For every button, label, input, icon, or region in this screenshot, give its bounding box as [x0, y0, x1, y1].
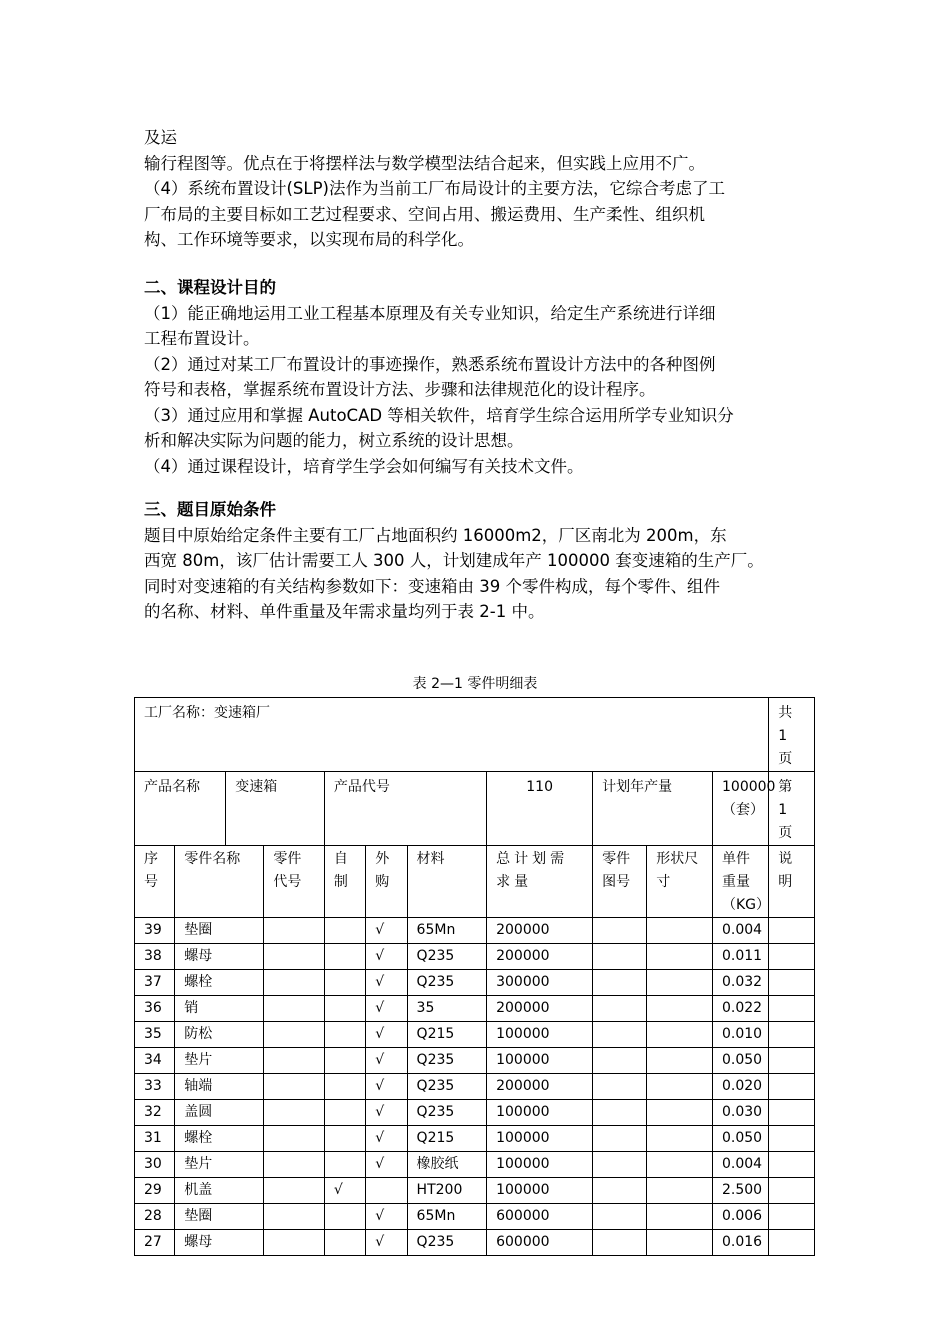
cell-total-demand: 600000 [487, 1230, 593, 1256]
cell-drawing-no [593, 970, 647, 996]
section-2 [144, 275, 824, 479]
cell-unit-weight: 0.050 [713, 1048, 769, 1074]
cell-unit-weight: 0.016 [713, 1230, 769, 1256]
cell-note [769, 1204, 815, 1230]
cell-shape-size [647, 1152, 713, 1178]
header-self-made: 自制 [324, 846, 365, 918]
cell-outsourced: √ [366, 944, 407, 970]
text-line: （2）通过对某工厂布置设计的事迹操作，熟悉系统布置设计方法中的各种图例 [144, 354, 716, 374]
cell-part-code [264, 1048, 324, 1074]
table-row [135, 1126, 815, 1152]
cell-material: Q215 [407, 1126, 487, 1152]
header-note: 说明 [769, 846, 815, 918]
cell-shape-size [647, 970, 713, 996]
cell-material: HT200 [407, 1178, 487, 1204]
cell-part-name: 销 [175, 996, 264, 1022]
header-outsourced: 外购 [366, 846, 407, 918]
cell-unit-weight: 0.011 [713, 944, 769, 970]
cell-part-name: 盖圆 [175, 1100, 264, 1126]
cell-material: Q235 [407, 970, 487, 996]
cell-outsourced: √ [366, 970, 407, 996]
section-3 [144, 497, 824, 625]
header-shape-size: 形状尺寸 [647, 846, 713, 918]
text-line: 同时对变速箱的有关结构参数如下：变速箱由 39 个零件构成，每个零件、组件 [144, 576, 720, 596]
cell-part-name: 螺栓 [175, 970, 264, 996]
cell-part-name: 螺栓 [175, 1126, 264, 1152]
cell-shape-size [647, 1074, 713, 1100]
cell-part-name: 螺母 [175, 944, 264, 970]
cell-seq: 30 [135, 1152, 175, 1178]
cell-part-code [264, 1100, 324, 1126]
table-row [135, 1178, 815, 1204]
cell-drawing-no [593, 1100, 647, 1126]
header-part-code: 零件代号 [264, 846, 324, 918]
text-line: （3）通过应用和掌握 AutoCAD 等相关软件，培育学生综合运用所学专业知识分 [144, 405, 734, 425]
page-number-cell: 第 1 页 [769, 772, 815, 846]
cell-part-code [264, 1126, 324, 1152]
cell-drawing-no [593, 1074, 647, 1100]
cell-seq: 35 [135, 1022, 175, 1048]
table-caption: 表 2—1 零件明细表 [412, 676, 538, 692]
text-line: 输行程图等。优点在于将摆样法与数学模型法结合起来，但实践上应用不广。 [144, 153, 705, 173]
text-line: 的名称、材料、单件重量及年需求量均列于表 2-1 中。 [144, 602, 545, 621]
cell-part-code [264, 1230, 324, 1256]
text-line: 题目中原始给定条件主要有工厂占地面积约 16000m2，厂区南北为 200m，东 [144, 525, 727, 545]
cell-unit-weight: 0.022 [713, 996, 769, 1022]
cell-part-code [264, 970, 324, 996]
cell-note [769, 1152, 815, 1178]
table-row [135, 1230, 815, 1256]
cell-total-demand: 200000 [487, 918, 593, 944]
cell-total-demand: 200000 [487, 1074, 593, 1100]
cell-note [769, 1126, 815, 1152]
cell-shape-size [647, 1178, 713, 1204]
text-line: 析和解决实际为问题的能力，树立系统的设计思想。 [144, 431, 524, 450]
cell-total-demand: 200000 [487, 996, 593, 1022]
cell-drawing-no [593, 1230, 647, 1256]
cell-self-made [324, 1100, 365, 1126]
cell-seq: 29 [135, 1178, 175, 1204]
cell-unit-weight: 0.030 [713, 1100, 769, 1126]
cell-self-made [324, 1230, 365, 1256]
text-line: 西宽 80m，该厂估计需要工人 300 人，计划建成年产 100000 套变速箱的生产厂。 [144, 551, 764, 570]
text-line: 厂布局的主要目标如工艺过程要求、空间占用、搬运费用、生产柔性、组织机 [144, 204, 705, 224]
text-line: 构、工作环境等要求，以实现布局的科学化。 [144, 230, 474, 249]
cell-material: Q235 [407, 1100, 487, 1126]
cell-outsourced: √ [366, 1126, 407, 1152]
cell-material: Q235 [407, 944, 487, 970]
annual-plan-label: 计划年产量 [593, 772, 713, 846]
cell-total-demand: 100000 [487, 1022, 593, 1048]
product-code-label: 产品代号 [324, 772, 486, 846]
cell-part-code [264, 918, 324, 944]
factory-name-cell: 工厂名称：变速箱厂 [135, 698, 769, 772]
cell-part-code [264, 1204, 324, 1230]
header-drawing-no: 零件图号 [593, 846, 647, 918]
cell-material: 65Mn [407, 918, 487, 944]
cell-drawing-no [593, 944, 647, 970]
cell-seq: 38 [135, 944, 175, 970]
cell-unit-weight: 0.050 [713, 1126, 769, 1152]
header-unit-weight: 单件重量（KG） [713, 846, 769, 918]
cell-self-made [324, 1022, 365, 1048]
cell-seq: 31 [135, 1126, 175, 1152]
cell-unit-weight: 0.004 [713, 1152, 769, 1178]
cell-outsourced: √ [366, 1048, 407, 1074]
cell-drawing-no [593, 1152, 647, 1178]
cell-drawing-no [593, 996, 647, 1022]
cell-drawing-no [593, 1048, 647, 1074]
cell-part-code [264, 1152, 324, 1178]
cell-self-made [324, 1152, 365, 1178]
table-row [135, 1022, 815, 1048]
cell-note [769, 1074, 815, 1100]
cell-part-name: 垫圈 [175, 918, 264, 944]
cell-part-name: 垫片 [175, 1152, 264, 1178]
cell-part-name: 机盖 [175, 1178, 264, 1204]
table-row [135, 1100, 815, 1126]
cell-total-demand: 100000 [487, 1178, 593, 1204]
cell-note [769, 1022, 815, 1048]
cell-self-made [324, 1074, 365, 1100]
cell-part-code [264, 1022, 324, 1048]
cell-part-code [264, 1178, 324, 1204]
cell-unit-weight: 0.010 [713, 1022, 769, 1048]
cell-seq: 39 [135, 918, 175, 944]
cell-drawing-no [593, 1126, 647, 1152]
cell-outsourced: √ [366, 1100, 407, 1126]
cell-self-made [324, 1048, 365, 1074]
table-row [135, 918, 815, 944]
cell-seq: 37 [135, 970, 175, 996]
cell-unit-weight: 2.500 [713, 1178, 769, 1204]
cell-material: 橡胶纸 [407, 1152, 487, 1178]
cell-outsourced: √ [366, 996, 407, 1022]
text-line: （4）系统布置设计(SLP)法作为当前工厂布局设计的主要方法，它综合考虑了工 [144, 179, 725, 198]
cell-note [769, 1230, 815, 1256]
text-line: （1）能正确地运用工业工程基本原理及有关专业知识，给定生产系统进行详细 [144, 303, 716, 323]
intro-paragraph [144, 125, 824, 253]
header-part-name: 零件名称 [175, 846, 264, 918]
cell-outsourced: √ [366, 1152, 407, 1178]
cell-material: 65Mn [407, 1204, 487, 1230]
cell-material: Q215 [407, 1022, 487, 1048]
parts-detail-table [134, 697, 815, 1256]
cell-shape-size [647, 1022, 713, 1048]
table-row [135, 1152, 815, 1178]
cell-self-made [324, 996, 365, 1022]
annual-plan-value: 100000（套） [713, 772, 769, 846]
cell-note [769, 1100, 815, 1126]
section-2-heading: 二、课程设计目的 [144, 278, 276, 297]
cell-note [769, 996, 815, 1022]
cell-part-name: 螺母 [175, 1230, 264, 1256]
header-seq: 序号 [135, 846, 175, 918]
cell-note [769, 918, 815, 944]
cell-self-made [324, 944, 365, 970]
cell-shape-size [647, 1230, 713, 1256]
cell-material: Q235 [407, 1230, 487, 1256]
cell-shape-size [647, 1100, 713, 1126]
cell-seq: 34 [135, 1048, 175, 1074]
table-row [135, 1204, 815, 1230]
product-code-value: 110 [487, 772, 593, 846]
cell-material: Q235 [407, 1048, 487, 1074]
cell-shape-size [647, 944, 713, 970]
cell-seq: 28 [135, 1204, 175, 1230]
text-line: 工程布置设计。 [144, 329, 260, 348]
table-row [135, 970, 815, 996]
product-name-label: 产品名称 [135, 772, 226, 846]
cell-total-demand: 100000 [487, 1152, 593, 1178]
total-pages-cell: 共 1 页 [769, 698, 815, 772]
cell-part-name: 垫片 [175, 1048, 264, 1074]
table-row [135, 1048, 815, 1074]
section-3-heading: 三、题目原始条件 [144, 500, 276, 519]
cell-drawing-no [593, 1178, 647, 1204]
cell-material: 35 [407, 996, 487, 1022]
cell-self-made [324, 918, 365, 944]
cell-unit-weight: 0.020 [713, 1074, 769, 1100]
cell-part-name: 垫圈 [175, 1204, 264, 1230]
cell-self-made [324, 970, 365, 996]
cell-self-made: √ [324, 1178, 365, 1204]
cell-outsourced [366, 1178, 407, 1204]
cell-seq: 36 [135, 996, 175, 1022]
cell-part-code [264, 944, 324, 970]
cell-part-code [264, 1074, 324, 1100]
cell-seq: 33 [135, 1074, 175, 1100]
cell-unit-weight: 0.006 [713, 1204, 769, 1230]
cell-outsourced: √ [366, 1074, 407, 1100]
cell-note [769, 944, 815, 970]
cell-self-made [324, 1126, 365, 1152]
table-row [135, 1074, 815, 1100]
cell-part-name: 轴端 [175, 1074, 264, 1100]
table-row [135, 996, 815, 1022]
cell-shape-size [647, 1048, 713, 1074]
cell-unit-weight: 0.032 [713, 970, 769, 996]
cell-part-code [264, 996, 324, 1022]
cell-total-demand: 100000 [487, 1048, 593, 1074]
cell-outsourced: √ [366, 918, 407, 944]
text-line: 及运 [144, 128, 177, 147]
cell-outsourced: √ [366, 1204, 407, 1230]
cell-note [769, 1048, 815, 1074]
cell-total-demand: 100000 [487, 1126, 593, 1152]
cell-part-name: 防松 [175, 1022, 264, 1048]
cell-total-demand: 200000 [487, 944, 593, 970]
product-name-value: 变速箱 [226, 772, 325, 846]
cell-total-demand: 100000 [487, 1100, 593, 1126]
cell-outsourced: √ [366, 1022, 407, 1048]
cell-drawing-no [593, 918, 647, 944]
cell-total-demand: 600000 [487, 1204, 593, 1230]
cell-note [769, 1178, 815, 1204]
cell-shape-size [647, 996, 713, 1022]
cell-self-made [324, 1204, 365, 1230]
cell-drawing-no [593, 1022, 647, 1048]
cell-shape-size [647, 918, 713, 944]
table-row [135, 944, 815, 970]
header-material: 材料 [407, 846, 487, 918]
cell-drawing-no [593, 1204, 647, 1230]
text-line: 符号和表格，掌握系统布置设计方法、步骤和法律规范化的设计程序。 [144, 380, 656, 399]
cell-seq: 27 [135, 1230, 175, 1256]
text-line: （4）通过课程设计，培育学生学会如何编写有关技术文件。 [144, 456, 584, 476]
cell-shape-size [647, 1204, 713, 1230]
cell-shape-size [647, 1126, 713, 1152]
cell-material: Q235 [407, 1074, 487, 1100]
cell-unit-weight: 0.004 [713, 918, 769, 944]
cell-note [769, 970, 815, 996]
cell-total-demand: 300000 [487, 970, 593, 996]
cell-seq: 32 [135, 1100, 175, 1126]
header-total-demand: 总计划需求量 [487, 846, 593, 918]
cell-outsourced: √ [366, 1230, 407, 1256]
